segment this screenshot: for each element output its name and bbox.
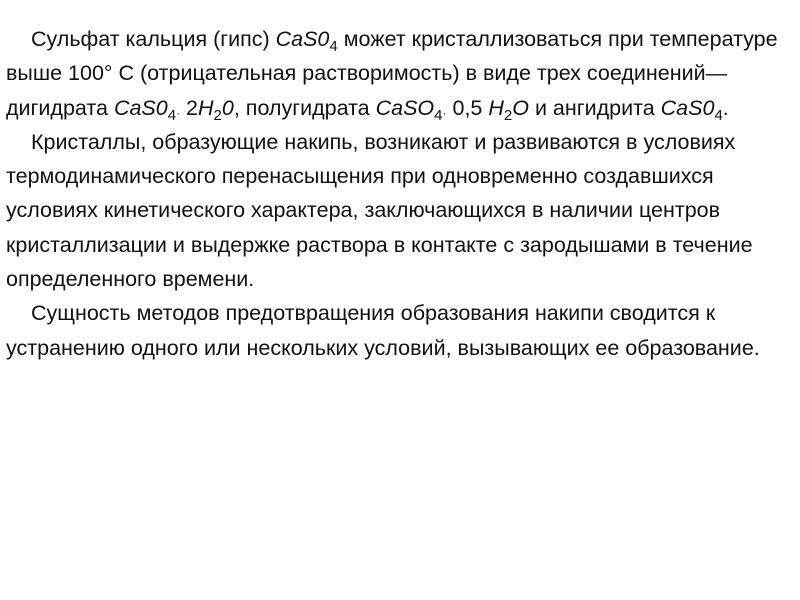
- formula-caso4-2-base: CaS0: [113, 95, 168, 120]
- formula-caso4-4-base: CaS0: [660, 95, 715, 120]
- formula-h2o-2-h: H: [488, 95, 504, 120]
- formula-h2o-2: [488, 95, 529, 124]
- formula-h2o-1-o: 0: [221, 95, 234, 120]
- formula-h2o-1-sub: 2: [213, 106, 222, 124]
- paragraph-calcium-sulfate: [6, 22, 796, 125]
- hydrate-dot-1: ·: [176, 105, 181, 120]
- p1-text-3: 2: [180, 95, 199, 120]
- p1-text-6: и ангидрита: [528, 95, 661, 120]
- formula-caso4-1: [275, 27, 338, 55]
- paragraph-prevention-methods: Сущность методов предотвращения образования накипи сводится к устранению одного или нескольких условий, вызывающих ее образование.: [6, 301, 760, 360]
- formula-caso4-4: [660, 95, 723, 124]
- hydrate-dot-2: ·: [442, 105, 447, 120]
- formula-caso4-2: [113, 95, 177, 124]
- formula-caso4-3-base: CaSO: [375, 95, 435, 120]
- formula-caso4-1-base: CaS0: [275, 27, 330, 51]
- formula-h2o-2-o: O: [512, 95, 529, 120]
- formula-caso4-3-sub: 4: [434, 106, 443, 124]
- p1-text-4: , полугидрата: [233, 95, 376, 120]
- formula-h2o-1: [198, 95, 234, 124]
- p1-text-1: Сульфат кальция (гипс): [31, 27, 276, 51]
- text-block: [6, 22, 796, 365]
- paragraph-scale-crystals: Кристаллы, образующие накипь, возникают и развиваются в условиях термодинамического перенасыщения при одновременно создавшихся условиях кинетического характера, заключающихся в наличии центров кристаллизации и выдержке раствора в контакте с зародышами в течение определенного времени.: [6, 129, 753, 292]
- p1-text-7: .: [722, 95, 729, 120]
- formula-h2o-2-sub: 2: [503, 106, 513, 124]
- formula-caso4-4-sub: 4: [714, 106, 723, 124]
- formula-h2o-1-h: H: [198, 95, 214, 120]
- p1-text-5: 0,5: [446, 95, 489, 120]
- formula-caso4-2-sub: 4: [167, 106, 177, 124]
- p1-text-2: может кристаллизоваться при температуре выше 100° С (отрицательная растворимость) в виде трех соединений— дигидрата: [6, 27, 778, 120]
- formula-caso4-1-sub: 4: [329, 38, 338, 55]
- formula-caso4-3: [375, 95, 443, 124]
